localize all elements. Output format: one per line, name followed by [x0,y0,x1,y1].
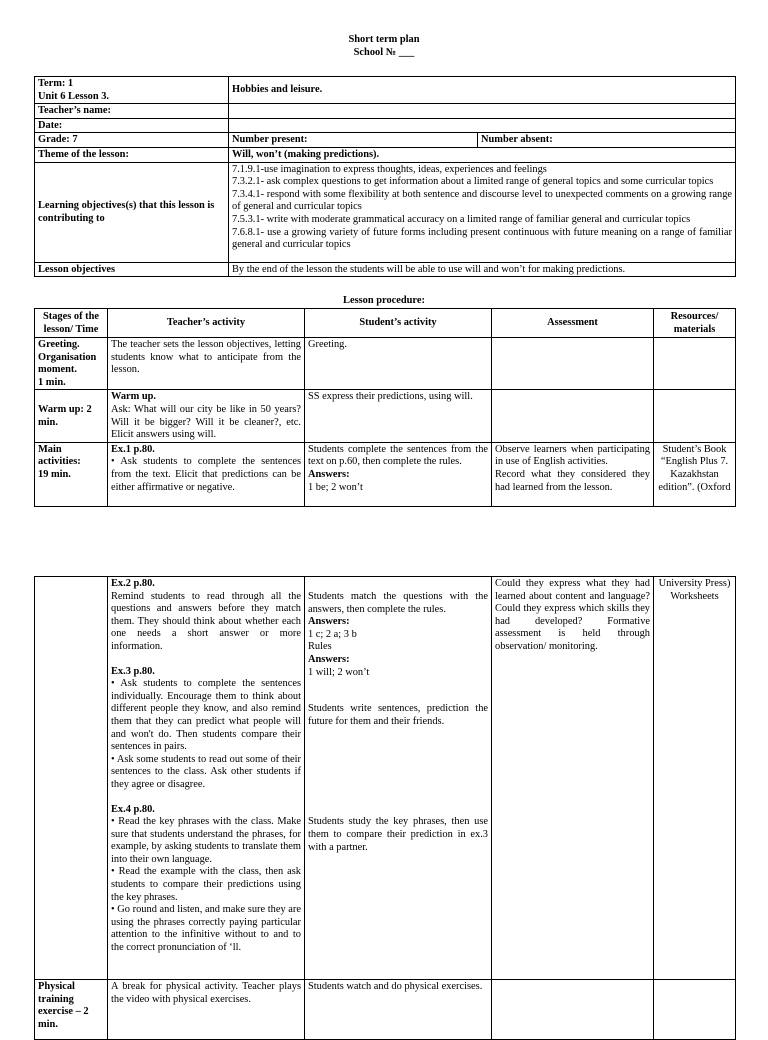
plan-title: Short term plan [348,34,420,45]
greeting-resources [654,338,736,390]
learning-objectives-list [229,162,736,262]
date-value [229,118,736,133]
main-stage-label: Main activities: [38,443,81,468]
greeting-assessment [492,338,654,390]
main-student-cont [305,577,492,980]
ex4-bullet-3: • Go round and listen, and make sure they are using the phrases correctly paying particular attention to the infinitive without to and to the correct pronunciation of ‘ll. [111,904,301,954]
lesson-objectives-label: Lesson objectives [35,262,229,277]
assessment-cont: Could they express what they had learned about content and language? Could they express which skills they had developed? Formative assessment is held through observation/ monitoring. [492,577,654,980]
ex3-title: Ex.3 p.80. [111,665,155,677]
ex4-bullet-2: • Read the example with the class, then ask students to compare their predictions using the key phrases. [111,866,301,903]
ex2-student: Students match the questions with the answers, then complete the rules. [308,591,488,615]
greeting-student: Greeting. [305,338,492,390]
ex1-title: Ex.1 p.80. [111,443,155,455]
physical-student: Students watch and do physical exercises. [305,980,492,1040]
col-resources: Resources/ materials [654,309,736,338]
warmup-stage: Warm up: 2 min. [35,390,108,442]
grade-label: Grade: 7 [35,133,229,148]
greeting-stage-time: 1 min. [38,376,66,388]
main-stage-cont [35,577,108,980]
procedure-table [34,308,736,507]
ex2-answers-2: 1 will; 2 won’t [308,666,370,678]
date-label: Date: [35,118,229,133]
theme-value: Will, won’t (making predictions). [229,147,736,162]
ex3-bullet-2: • Ask some students to read out some of their sentences to the class. Ask other students if they agree or disagree. [111,753,301,790]
ex2-text: Remind students to read through all the questions and answers before they match them. They should think about whether each one needs a short answer or more information. [111,590,301,652]
main-teacher [108,442,305,506]
resources-cont: University Press) Worksheets [654,577,736,980]
greeting-stage [35,338,108,390]
lesson-procedure-title: Lesson procedure: [343,295,425,306]
warmup-assessment [492,390,654,442]
physical-resources [654,980,736,1040]
ex2-title: Ex.2 p.80. [111,578,155,589]
physical-stage: Physical training exercise – 2 min. [35,980,108,1040]
info-table [34,76,736,277]
greeting-stage-label: Greeting. Organisation moment. [38,339,97,376]
ex2-rules: Rules [308,641,332,653]
main-assessment [492,442,654,506]
term-unit-cell [35,77,229,104]
number-absent-label: Number absent: [478,133,736,148]
ex2-answers-label-2: Answers: [308,653,350,665]
ex4-title: Ex.4 p.80. [111,803,155,815]
main-assessment-text-2: Record what they considered they had learned from the lesson. [495,468,650,493]
col-teacher: Teacher’s activity [108,309,305,338]
main-student [305,442,492,506]
theme-label: Theme of the lesson: [35,147,229,162]
main-assessment-text: Observe learners when participating in use of English activities. [495,443,650,468]
warmup-title: Warm up. [111,391,157,403]
warmup-resources [654,390,736,442]
ex3-bullet-1: • Ask students to complete the sentences individually. Encourage them to think about different people they know, and also remind them that they can predict what people will and won't do. Then students compare their sentences in pairs. [111,678,301,753]
procedure-table-continued [34,576,736,1040]
ex1-text: • Ask students to complete the sentences from the text. Elicit that predictions can be either affirmative or negative. [111,456,301,493]
warmup-student: SS express their predictions, using will. [305,390,492,442]
learning-objective: 7.3.4.1- respond with some flexibility at both sentence and discourse level to unexpected comments on a growing range of general and curricular topics [232,188,733,213]
school-number: School № ___ [353,47,415,58]
learning-objective: 7.6.8.1- use a growing variety of future forms including present continuous with future meaning on a range of familiar general and curricular topics [232,226,733,251]
physical-assessment [492,980,654,1040]
col-student: Student’s activity [305,309,492,338]
number-present-label: Number present: [229,133,478,148]
ex2-answers: 1 c; 2 a; 3 b [308,628,357,640]
ex4-bullet-1: • Read the key phrases with the class. Make sure that students understand the phrases, for example, by asking students to translate them into their own language. [111,816,301,865]
learning-objective: 7.5.3.1- write with moderate grammatical accuracy on a limited range of familiar general and curricular topics [232,213,691,225]
lesson-objectives-value: By the end of the lesson the students will be able to use will and won’t for making predictions. [229,262,736,277]
learning-objective: 7.1.9.1-use imagination to express thoughts, ideas, experiences and feelings [232,163,547,175]
teacher-name-label: Teacher’s name: [35,104,229,119]
teacher-name-value [229,104,736,119]
ex1-answers: 1 be; 2 won’t [308,481,363,493]
main-resources: Student’s Book “English Plus 7. Kazakhstan edition”. (Oxford [654,442,736,506]
col-assessment: Assessment [492,309,654,338]
learning-objective: 7.3.2.1- ask complex questions to get information about a limited range of general topics and some curricular topics [232,176,714,188]
ex4-student: Students study the key phrases, then use them to compare their prediction in ex.3 with a partner. [308,816,488,853]
unit-label: Unit 6 Lesson 3. [38,90,110,102]
main-stage [35,442,108,506]
ex3-student: Students write sentences, prediction the future for them and their friends. [308,703,488,727]
main-teacher-cont [108,577,305,980]
main-stage-time: 19 min. [38,468,71,480]
ex1-student-text: Students complete the sentences from the text on p.60, then complete the rules. [308,443,488,468]
term-label: Term: 1 [38,78,74,89]
col-stages: Stages of the lesson/ Time [35,309,108,338]
greeting-teacher: The teacher sets the lesson objectives, letting students know what to anticipate from the lesson. [108,338,305,390]
topic-cell: Hobbies and leisure. [229,77,736,104]
ex2-answers-label: Answers: [308,616,350,628]
warmup-text: Ask: What will our city be like in 50 years? Will it be bigger? Will it be cleaner?, etc. Elicit answers using will. [111,403,301,441]
physical-teacher: A break for physical activity. Teacher plays the video with physical exercises. [108,980,305,1040]
warmup-teacher [108,390,305,442]
learning-objectives-label: Learning objectives(s) that this lesson is contributing to [35,162,229,262]
ex1-answers-label: Answers: [308,468,350,480]
